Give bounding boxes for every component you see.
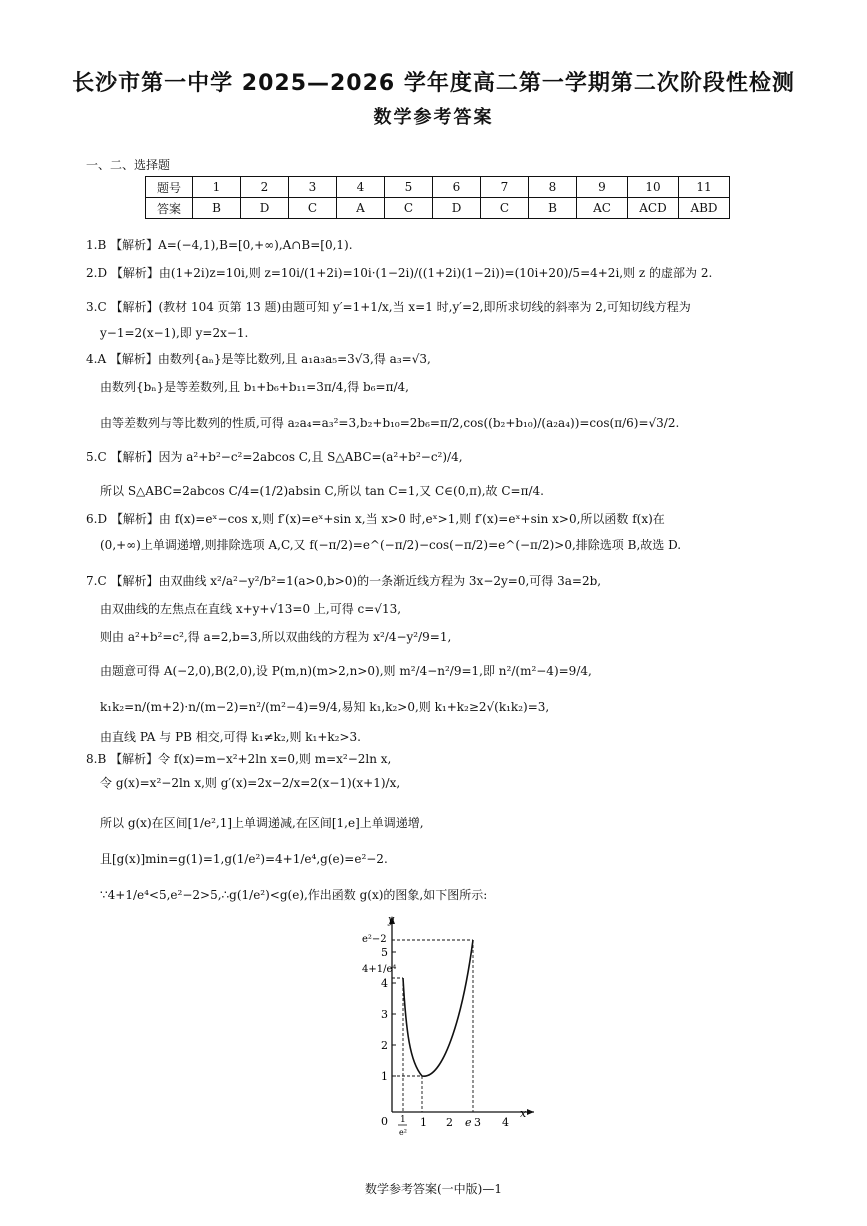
answer-line: (0,+∞)上单调递增,则排除选项 A,C,又 f(−π/2)=e^(−π/2)−cos(−π/2)=e^(−π/2)>0,排除选项 B,故选 D.	[100, 538, 682, 552]
answer-table-row-number	[146, 177, 730, 198]
answer-line: ∵4+1/e⁴<5,e²−2>5,∴g(1/e²)<g(e),作出函数 g(x)的图象,如下图所示:	[100, 888, 488, 902]
answer-line: 且[g(x)]min=g(1)=1,g(1/e²)=4+1/e⁴,g(e)=e²−2.	[100, 852, 388, 866]
table-cell: 8	[529, 177, 577, 198]
curve-g	[403, 940, 473, 1076]
table-cell: 2	[241, 177, 289, 198]
answer-line: 所以 S△ABC=2abcos C/4=(1/2)absin C,所以 tan C=1,又 C∈(0,π),故 C=π/4.	[100, 484, 544, 498]
y-axis-label: y	[388, 913, 395, 926]
section-title: 一、二、选择题	[86, 158, 171, 172]
label-4-plus-inv-e4: 4+1/e⁴	[362, 964, 397, 975]
origin-label: 0	[381, 1115, 388, 1128]
x-axis-arrow	[527, 1109, 534, 1115]
answer-line: 由双曲线的左焦点在直线 x+y+√13=0 上,可得 c=√13,	[100, 602, 402, 616]
table-cell: D	[241, 198, 289, 219]
answer-line: 令 g(x)=x²−2ln x,则 g′(x)=2x−2/x=2(x−1)(x+1)/x,	[100, 776, 401, 790]
table-cell: 答案	[146, 198, 193, 219]
answer-line: 4.A 【解析】由数列{aₙ}是等比数列,且 a₁a₃a₅=3√3,得 a₃=√3,	[86, 352, 431, 366]
answer-line: 2.D 【解析】由(1+2i)z=10i,则 z=10i/(1+2i)=10i·(1−2i)/((1+2i)(1−2i))=(10i+20)/5=4+2i,则 z 的虚部为 2.	[86, 266, 713, 280]
x-label-e: e	[465, 1116, 472, 1129]
table-cell: C	[385, 198, 433, 219]
answer-line: k₁k₂=n/(m+2)·n/(m−2)=n²/(m²−4)=9/4,易知 k₁,k₂>0,则 k₁+k₂≥2√(k₁k₂)=3,	[100, 700, 550, 714]
page-footer: 数学参考答案(一中版)—1	[365, 1182, 502, 1196]
x-label-inv-e2-den: e²	[399, 1128, 407, 1137]
table-cell: AC	[577, 198, 628, 219]
table-cell: 3	[289, 177, 337, 198]
table-cell: 11	[679, 177, 730, 198]
table-cell: 6	[433, 177, 481, 198]
page-subtitle: 数学参考答案	[373, 107, 494, 128]
table-cell: ABD	[679, 198, 730, 219]
table-cell: ACD	[628, 198, 679, 219]
x-tick-label: 4	[502, 1116, 509, 1129]
table-cell: 4	[337, 177, 385, 198]
answer-line: 6.D 【解析】由 f(x)=eˣ−cos x,则 f′(x)=eˣ+sin x,当 x>0 时,eˣ>1,则 f′(x)=eˣ+sin x>0,所以函数 f(x)在	[86, 512, 665, 526]
answer-line: 5.C 【解析】因为 a²+b²−c²=2abcos C,且 S△ABC=(a²+b²−c²)/4,	[86, 450, 463, 464]
y-tick-label: 2	[381, 1039, 388, 1052]
x-tick-label: 3	[474, 1116, 481, 1129]
y-tick-label: 1	[381, 1070, 388, 1083]
answer-line: 由数列{bₙ}是等差数列,且 b₁+b₆+b₁₁=3π/4,得 b₆=π/4,	[100, 380, 409, 394]
table-cell: 1	[193, 177, 241, 198]
answer-table	[145, 176, 730, 219]
answer-line: 7.C 【解析】由双曲线 x²/a²−y²/b²=1(a>0,b>0)的一条渐近线方程为 3x−2y=0,可得 3a=2b,	[86, 574, 602, 588]
answer-line: 1.B 【解析】A=(−4,1),B=[0,+∞),A∩B=[0,1).	[86, 238, 353, 252]
answer-line: y−1=2(x−1),即 y=2x−1.	[100, 326, 249, 340]
answer-line: 由等差数列与等比数列的性质,可得 a₂a₄=a₃²=3,b₂+b₁₀=2b₆=π/2,cos((b₂+b₁₀)/(a₂a₄))=cos(π/6)=√3/2.	[100, 416, 680, 430]
guide-lines	[392, 940, 473, 1112]
x-tick-label: 1	[420, 1116, 427, 1129]
answer-line: 所以 g(x)在区间[1/e²,1]上单调递减,在区间[1,e]上单调递增,	[100, 816, 424, 830]
y-tick-label: 5	[381, 946, 388, 959]
table-cell: 题号	[146, 177, 193, 198]
y-tick-label: 3	[381, 1008, 388, 1021]
answer-line: 由直线 PA 与 PB 相交,可得 k₁≠k₂,则 k₁+k₂>3.	[100, 730, 361, 744]
y-tick-label: 4	[381, 977, 388, 990]
table-cell: 7	[481, 177, 529, 198]
label-e2-minus-2: e²−2	[362, 934, 387, 945]
answer-line: 由题意可得 A(−2,0),B(2,0),设 P(m,n)(m>2,n>0),则 m²/4−n²/9=1,即 n²/(m²−4)=9/4,	[100, 664, 592, 678]
page-title: 长沙市第一中学 2025—2026 学年度高二第一学期第二次阶段性检测	[72, 71, 795, 96]
function-graph	[362, 912, 542, 1144]
table-cell: C	[289, 198, 337, 219]
answer-table-row-answer	[146, 198, 730, 219]
table-cell: B	[193, 198, 241, 219]
table-cell: C	[481, 198, 529, 219]
table-cell: A	[337, 198, 385, 219]
table-cell: 9	[577, 177, 628, 198]
table-cell: B	[529, 198, 577, 219]
x-tick-label: 2	[446, 1116, 453, 1129]
x-axis-label: x	[520, 1107, 527, 1120]
table-cell: D	[433, 198, 481, 219]
answer-line: 8.B 【解析】令 f(x)=m−x²+2ln x=0,则 m=x²−2ln x,	[86, 752, 392, 766]
table-cell: 10	[628, 177, 679, 198]
x-label-inv-e2-num: 1	[400, 1115, 406, 1125]
table-cell: 5	[385, 177, 433, 198]
answer-line: 则由 a²+b²=c²,得 a=2,b=3,所以双曲线的方程为 x²/4−y²/9=1,	[100, 630, 452, 644]
answer-line: 3.C 【解析】(教材 104 页第 13 题)由题可知 y′=1+1/x,当 x=1 时,y′=2,即所求切线的斜率为 2,可知切线方程为	[86, 300, 691, 314]
